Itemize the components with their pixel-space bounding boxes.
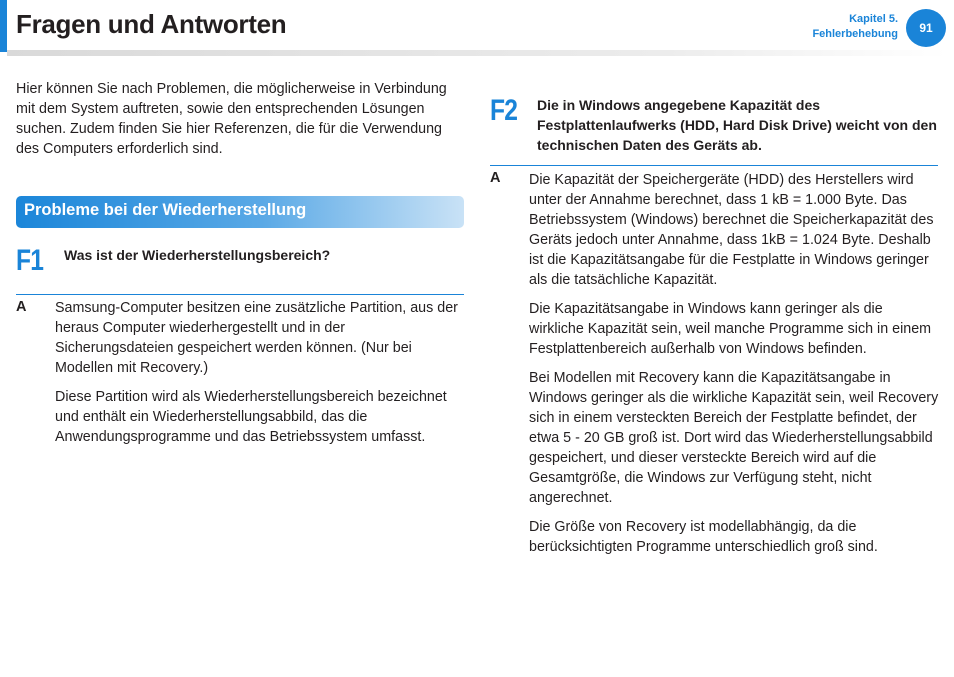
question-label-f2: F2 [490,94,518,127]
intro-paragraph: Hier können Sie nach Problemen, die möglicherweise in Verbindung mit dem System auftreten, sowie den entsprechenden Lösungen suchen. Zudem finden Sie hier Referenzen, die für die Verwendung des Computers erforderlich sind. [16,81,447,157]
section-title: Probleme bei der Wiederherstellung [24,201,307,219]
page-number-badge: 91 [906,9,946,47]
answer-f2-paragraph: Die Größe von Recovery ist modellabhängig, da die berücksichtigten Programme unterschiedlich groß sind. [529,519,878,555]
section-header [16,196,464,228]
answer-f2-paragraph: Bei Modellen mit Recovery kann die Kapazitätsangabe in Windows geringer als die wirkliche Kapazität sein, weil Recovery sich in einem versteckten Bereich der Festplatte befindet, der etwa 5 - 20 GB groß ist. Dort wird das Wiederherstellungsabbild gespeichert, und dieser versteckte Bereich wird auf die Gesamtgröße, die Windows zur Verfügung steht, nicht angerechnet. [529,370,939,506]
question-label-f1: F1 [16,244,44,277]
chapter-label [812,12,898,42]
question-f1: Was ist der Wiederherstellungsbereich? [64,247,331,263]
header-accent-bar [0,0,7,52]
answer-label-f2: A [490,170,501,186]
answer-label-f1: A [16,299,27,315]
chapter-number: Kapitel 5. [849,13,898,25]
question-f2: Die in Windows angegebene Kapazität des Festplattenlaufwerks (HDD, Hard Disk Drive) weicht von den technischen Daten des Geräts ab. [537,97,937,153]
answer-f1 [55,298,465,456]
answer-f1-paragraph: Diese Partition wird als Wiederherstellungsbereich bezeichnet und enthält ein Wiederherstellungsabbild, das die Anwendungsprogramme und das Betriebssystem umfasst. [55,389,447,445]
answer-f1-paragraph: Samsung-Computer besitzen eine zusätzliche Partition, aus der heraus Computer wiederhergestellt und in der Sicherungsdateien gespeichert werden können. (Nur bei Modellen mit Recovery.) [55,300,458,376]
question-rule-f2 [490,165,938,166]
chapter-name: Fehlerbehebung [812,28,898,40]
answer-f2-paragraph: Die Kapazität der Speichergeräte (HDD) des Herstellers wird unter der Annahme berechnet, dass 1 kB = 1.000 Byte. Das Betriebssystem (Windows) berechnet die Speicherkapazität des Geräts jedoch unter Annahme, dass 1kB = 1.024 Byte. Deshalb ist die Kapazitätsangabe für die Festplatte in Windows geringer als die tatsächliche Kapazität. [529,172,934,288]
header-rule [7,50,947,56]
question-rule-f1 [16,294,464,295]
answer-f2 [529,170,941,566]
page-title: Fragen und Antworten [16,9,287,39]
answer-f2-paragraph: Die Kapazitätsangabe in Windows kann geringer als die wirkliche Kapazität sein, weil manche Programme sich in einem Festplattenbereich außerhalb von Windows befinden. [529,301,932,357]
